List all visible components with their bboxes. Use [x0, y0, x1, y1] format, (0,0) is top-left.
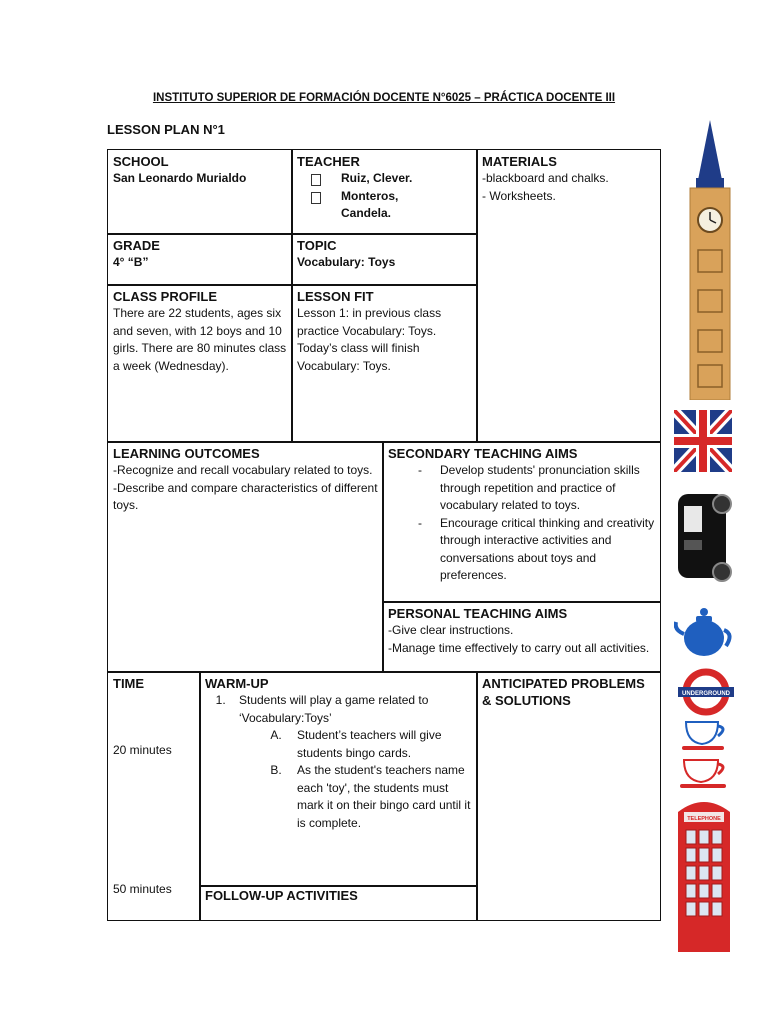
- personal-aims-label: PERSONAL TEACHING AIMS: [388, 606, 568, 621]
- materials-cell: [476, 149, 661, 443]
- time-slot: 20 minutes: [113, 743, 172, 757]
- class-profile-text: There are 22 students, ages six and seven, with 12 boys and 10 girls. There are 80 minutes class a week (Wednesday).: [113, 306, 287, 373]
- underground-sign-text: UNDERGROUND: [682, 691, 730, 697]
- time-cell: [107, 671, 201, 921]
- materials-label: MATERIALS: [482, 154, 557, 169]
- secondary-aims-cell: [382, 441, 661, 603]
- plan-title: LESSON PLAN N°1: [107, 122, 225, 137]
- topic-label: TOPIC: [297, 238, 337, 253]
- secondary-aims-label: SECONDARY TEACHING AIMS: [388, 446, 578, 461]
- school-name: San Leonardo Murialdo: [113, 171, 247, 185]
- personal-aim-item: -Give clear instructions.: [388, 623, 514, 637]
- phone-box-sign-text: TELEPHONE: [687, 816, 721, 822]
- grade-label: GRADE: [113, 238, 160, 253]
- teacher-cell: [291, 149, 478, 235]
- anticipated-label: ANTICIPATED PROBLEMS & SOLUTIONS: [482, 676, 645, 708]
- grade-cell: [107, 233, 293, 286]
- taxi-icon: [672, 486, 734, 588]
- teacup-icon: [680, 718, 732, 752]
- time-slot: 50 minutes: [113, 882, 172, 896]
- institute-header: INSTITUTO SUPERIOR DE FORMACIÓN DOCENTE N°6025 – PRÁCTICA DOCENTE III: [152, 92, 616, 104]
- warm-up-steps: [205, 692, 472, 832]
- lesson-fit-cell: [291, 284, 478, 443]
- personal-aim-item: -Manage time effectively to carry out all activities.: [388, 640, 650, 655]
- topic-value: Vocabulary: Toys: [297, 255, 396, 269]
- lesson-fit-label: LESSON FIT: [297, 289, 374, 304]
- follow-up-label: FOLLOW-UP ACTIVITIES: [205, 888, 358, 903]
- school-cell: [107, 149, 293, 235]
- secondary-aims-list: [388, 462, 655, 585]
- school-label: SCHOOL: [113, 154, 169, 169]
- teacher-list: [297, 170, 472, 223]
- materials-item: - Worksheets.: [482, 188, 556, 203]
- learning-outcome-item: -Describe and compare characteristics of different toys.: [113, 480, 378, 512]
- warm-up-substeps: [239, 727, 472, 832]
- teapot-icon: [674, 604, 736, 660]
- teacup-icon: [678, 756, 732, 790]
- topic-cell: [291, 233, 478, 286]
- union-jack-icon: [674, 410, 732, 472]
- warm-up-label: WARM-UP: [205, 676, 269, 691]
- secondary-aim-item: - Encourage critical thinking and creativity through interactive activities and conversations about toys and preferences.: [418, 515, 655, 585]
- big-ben-icon: [678, 120, 742, 400]
- phone-box-icon: [674, 792, 734, 952]
- personal-aims-cell: [382, 601, 661, 673]
- grade-value: 4° “B”: [113, 255, 149, 269]
- warm-up-cell: [199, 671, 478, 887]
- anticipated-cell: [476, 671, 661, 921]
- lesson-fit-text: Lesson 1: in previous class practice Vocabulary: Toys. Today’s class will finish Vocabulary: Toys.: [297, 306, 442, 373]
- secondary-aim-item: - Develop students' pronunciation skills through repetition and practice of vocabulary related to toys.: [418, 462, 655, 515]
- follow-up-cell: [199, 885, 478, 921]
- time-label: TIME: [113, 676, 145, 691]
- learning-outcome-item: -Recognize and recall vocabulary related to toys.: [113, 463, 373, 477]
- learning-outcomes-cell: [107, 441, 384, 673]
- class-profile-cell: [107, 284, 293, 443]
- teacher-name: Ruiz, Clever.: [311, 170, 472, 188]
- teacher-label: TEACHER: [297, 154, 360, 169]
- teacher-name-cont: Candela.: [341, 206, 392, 220]
- underground-sign-icon: [678, 667, 734, 717]
- teacher-name: Monteros,: [311, 188, 472, 206]
- materials-item: -blackboard and chalks.: [482, 171, 609, 185]
- warm-up-substep: B. As the student's teachers name each 'toy', the students must mark it on their bingo card until it is complete.: [285, 762, 472, 832]
- warm-up-step: 1. Students will play a game related to ‘Vocabulary:Toys’ A. Student’s teachers will give students bingo cards. B. As the student's teachers name each 'toy', the students must mark it on their bingo card until it is complete.: [229, 692, 472, 832]
- learning-outcomes-label: LEARNING OUTCOMES: [113, 446, 260, 461]
- class-profile-label: CLASS PROFILE: [113, 289, 218, 304]
- warm-up-substep: A. Student’s teachers will give students bingo cards.: [285, 727, 472, 762]
